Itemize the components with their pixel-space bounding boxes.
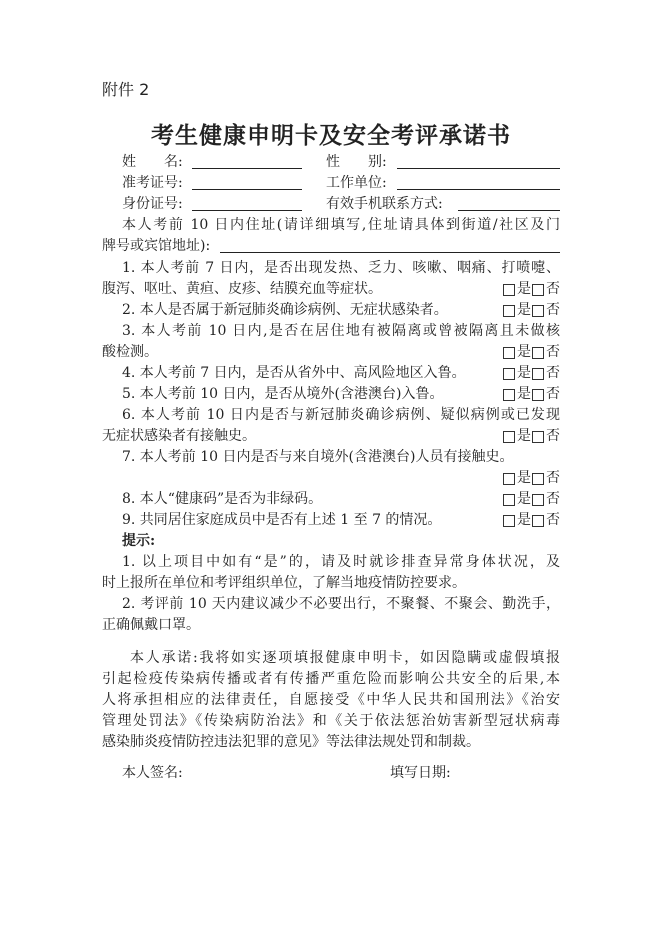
no-checkbox[interactable] [532, 368, 544, 380]
yes-label: 是 [517, 386, 531, 402]
gender-label: 性 别: [326, 154, 387, 170]
no-checkbox[interactable] [532, 494, 544, 506]
yes-label: 是 [517, 470, 531, 486]
no-label: 否 [546, 386, 560, 402]
no-label: 否 [546, 491, 560, 507]
yes-checkbox[interactable] [503, 494, 515, 506]
no-checkbox[interactable] [532, 515, 544, 527]
exam-id-field[interactable] [192, 189, 302, 190]
no-label: 否 [546, 365, 560, 381]
yes-label: 是 [517, 281, 531, 297]
yes-checkbox[interactable] [503, 389, 515, 401]
question-2: 2. 本人是否属于新冠肺炎确诊病例、无症状感染者。 [122, 302, 448, 318]
question-3-cont: 酸检测。 [102, 344, 158, 360]
pledge-line: 管理处罚法》《传染病防治法》和《关于依法惩治妨害新型冠状病毒 [102, 713, 560, 729]
employer-label: 工作单位: [326, 175, 387, 191]
tip-2-cont: 正确佩戴口罩。 [102, 617, 200, 633]
yes-label: 是 [517, 491, 531, 507]
no-checkbox[interactable] [532, 347, 544, 359]
address-field[interactable] [220, 252, 560, 253]
tip-1-cont: 时上报所在单位和考评组织单位，了解当地疫情防控要求。 [102, 575, 466, 591]
no-label: 否 [546, 428, 560, 444]
id-number-label: 身份证号: [122, 196, 183, 212]
pledge-line: 引起检疫传染病传播或者有传播严重危险而影响公共安全的后果,本 [102, 671, 560, 687]
phone-label: 有效手机联系方式: [326, 196, 443, 212]
signature-label: 本人签名: [122, 765, 183, 781]
yes-checkbox[interactable] [503, 305, 515, 317]
question-8: 8. 本人“健康码”是否为非绿码。 [122, 491, 323, 507]
question-5-options [502, 384, 560, 405]
question-1: 1. 本人考前 7 日内，是否出现发热、乏力、咳嗽、咽痛、打喷嚏、 [122, 260, 560, 276]
date-label: 填写日期: [390, 765, 451, 781]
question-9-options [502, 510, 560, 531]
tip-1: 1. 以上项目中如有“是”的，请及时就诊排查异常身体状况，及 [122, 554, 560, 570]
yes-label: 是 [517, 512, 531, 528]
yes-checkbox[interactable] [503, 347, 515, 359]
pledge-line: 本人承诺:我将如实逐项填报健康申明卡，如因隐瞒或虚假填报 [130, 650, 560, 666]
yes-label: 是 [517, 302, 531, 318]
address-prompt: 本人考前 10 日内住址(请详细填写,住址请具体到街道/社区及门 [122, 217, 560, 233]
question-1-cont: 腹泻、呕吐、黄疸、皮疹、结膜充血等症状。 [102, 281, 382, 297]
question-1-options [502, 279, 560, 300]
name-field[interactable] [192, 168, 302, 169]
no-label: 否 [546, 512, 560, 528]
question-4: 4. 本人考前 7 日内，是否从省外中、高风险地区入鲁。 [122, 365, 466, 381]
yes-checkbox[interactable] [503, 515, 515, 527]
phone-field[interactable] [458, 210, 560, 211]
yes-checkbox[interactable] [503, 473, 515, 485]
yes-checkbox[interactable] [503, 284, 515, 296]
employer-field[interactable] [397, 189, 560, 190]
gender-field[interactable] [397, 168, 560, 169]
question-9: 9. 共同居住家庭成员中是否有上述 1 至 7 的情况。 [122, 512, 442, 528]
question-3-options [502, 342, 560, 363]
no-checkbox[interactable] [532, 284, 544, 296]
address-prompt-cont: 牌号或宾馆地址): [102, 238, 211, 254]
exam-id-label: 准考证号: [122, 175, 183, 191]
no-label: 否 [546, 302, 560, 318]
question-6-cont: 无症状感染者有接触史。 [102, 428, 256, 444]
page-title: 考生健康申明卡及安全考评承诺书 [151, 123, 511, 149]
no-checkbox[interactable] [532, 305, 544, 317]
question-6: 6. 本人考前 10 日内是否与新冠肺炎确诊病例、疑似病例或已发现 [122, 407, 560, 423]
question-8-options [502, 489, 560, 510]
tips-heading: 提示: [122, 533, 156, 549]
question-7-options [502, 468, 560, 489]
question-5: 5. 本人考前 10 日内，是否从境外(含港澳台)入鲁。 [122, 386, 444, 402]
no-label: 否 [546, 344, 560, 360]
no-checkbox[interactable] [532, 389, 544, 401]
question-4-options [502, 363, 560, 384]
question-2-options [502, 300, 560, 321]
name-label: 姓 名: [122, 154, 183, 170]
no-label: 否 [546, 281, 560, 297]
yes-label: 是 [517, 344, 531, 360]
no-label: 否 [546, 470, 560, 486]
yes-label: 是 [517, 428, 531, 444]
pledge-line: 感染肺炎疫情防控违法犯罪的意见》等法律法规处罚和制裁。 [102, 734, 480, 750]
yes-label: 是 [517, 365, 531, 381]
tip-2: 2. 考评前 10 天内建议减少不必要出行，不聚餐、不聚会、勤洗手， [122, 596, 560, 612]
yes-checkbox[interactable] [503, 368, 515, 380]
no-checkbox[interactable] [532, 473, 544, 485]
pledge-line: 人将承担相应的法律责任，自愿接受《中华人民共和国刑法》《治安 [102, 692, 560, 708]
question-3: 3. 本人考前 10 日内,是否在居住地有被隔离或曾被隔离且未做核 [122, 323, 560, 339]
id-number-field[interactable] [192, 210, 302, 211]
yes-checkbox[interactable] [503, 431, 515, 443]
question-7: 7. 本人考前 10 日内是否与来自境外(含港澳台)人员有接触史。 [122, 449, 514, 465]
attachment-label: 附件 2 [102, 80, 150, 99]
question-6-options [502, 426, 560, 447]
no-checkbox[interactable] [532, 431, 544, 443]
